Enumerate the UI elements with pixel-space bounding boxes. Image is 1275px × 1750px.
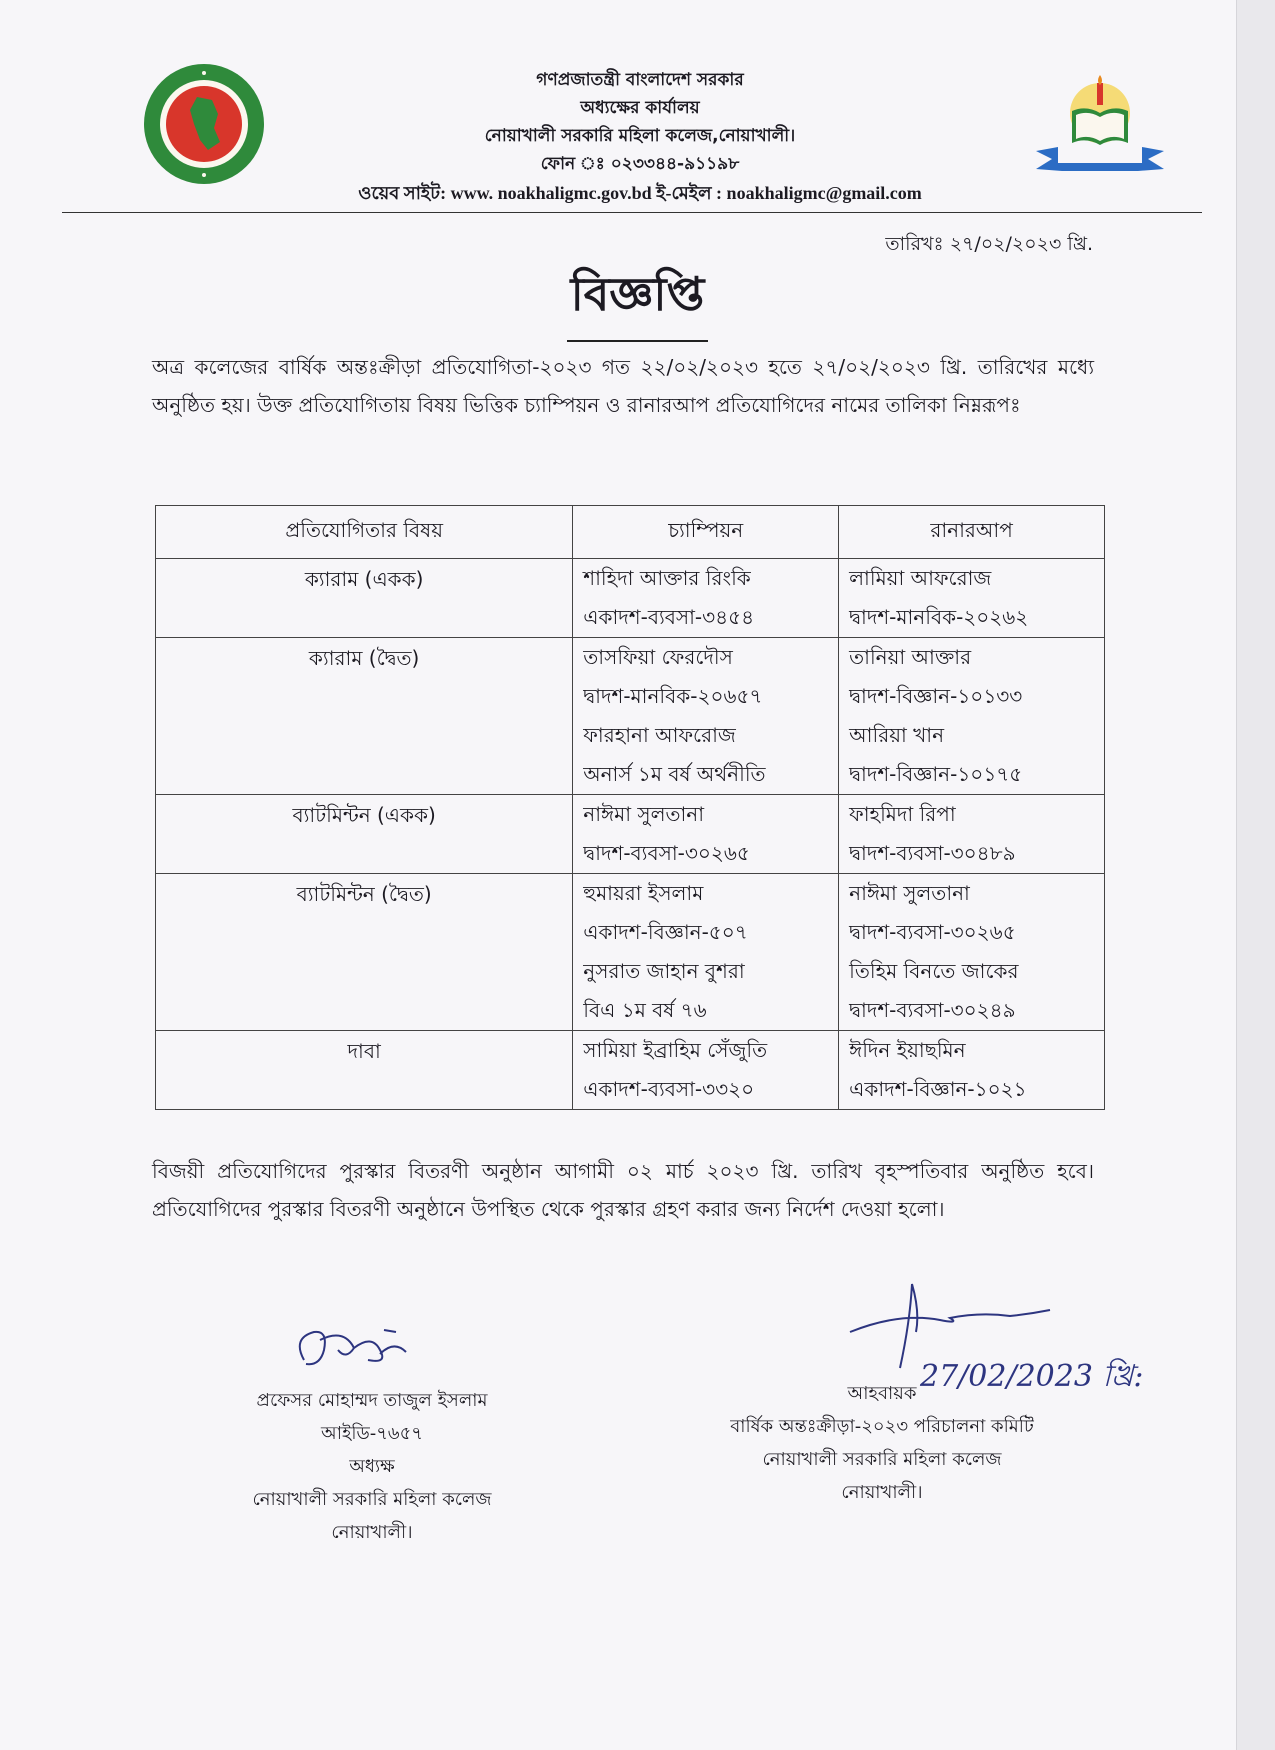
convener-title: আহবায়ক [847,1383,917,1404]
champion-name: সামিয়া ইব্রাহিম সেঁজুতি [583,1038,768,1062]
notice-date: তারিখঃ ২৭/০২/২০২৩ খ্রি. [885,233,1093,255]
runnerup-name: নাঈমা সুলতানা [849,881,970,905]
runnerup-name: লামিয়া আফরোজ [849,566,992,590]
runnerup-class: দ্বাদশ-ব্যবসা-৩০২৬৫ [849,920,1016,944]
runnerup-name: তানিয়া আক্তার [849,645,972,669]
letterhead-web-email: ওয়েব সাইট: www. noakhaligmc.gov.bd ই-মেইল : noakhaligmc@gmail.com [358,183,922,203]
header-divider [62,212,1202,213]
runnerup-class: দ্বাদশ-মানবিক-২০২৬২ [849,605,1029,629]
champion-cell [573,1031,839,1110]
runnerup-class: দ্বাদশ-বিজ্ঞান-১০১৩৩ [849,684,1023,708]
govt-seal-logo [142,62,266,186]
runnerup-class: একাদশ-বিজ্ঞান-১০২১ [849,1077,1027,1101]
champion-class: বিএ ১ম বর্ষ ৭৬ [583,998,707,1022]
runnerup-cell [839,1031,1105,1110]
champion-class: দ্বাদশ-মানবিক-২০৬৫৭ [583,684,763,708]
principal-id: আইডি-৭৬৫৭ [320,1423,424,1444]
champion-cell [573,795,839,874]
table-header-row [156,506,1105,559]
champion-cell [573,638,839,795]
runnerup-cell [839,874,1105,1031]
principal-designation: অধ্যক্ষ [349,1456,395,1477]
committee-name: বার্ষিক অন্তঃক্রীড়া-২০২৩ পরিচালনা কমিটি [730,1416,1034,1437]
event-cell: ব্যাটমিন্টন (একক) [156,795,573,874]
champion-class: একাদশ-ব্যবসা-৩৩২০ [583,1077,755,1101]
closing-paragraph: বিজয়ী প্রতিযোগিদের পুরস্কার বিতরণী অনুষ্ঠান আগামী ০২ মার্চ ২০২৩ খ্রি. তারিখ বৃহস্পতিবার অনুষ্ঠিত হবে। প্রতিযোগিদের পুরস্কার বিতরণী অনুষ্ঠানে উপস্থিত থেকে পুরস্কার গ্রহণ করার জন্য নির্দেশ দেওয়া হলো। [152,1159,1094,1221]
runnerup-class: দ্বাদশ-ব্যবসা-৩০২৪৯ [849,998,1016,1022]
event-cell: ক্যারাম (একক) [156,559,573,638]
champion-name: ফারহানা আফরোজ [583,723,736,747]
champion-name: শাহিদা আক্তার রিংকি [583,566,751,590]
table-row [156,795,1105,874]
principal-location: নোয়াখালী। [331,1522,413,1543]
convener-location: নোয়াখালী। [841,1482,923,1503]
handwritten-date: 27/02/2023 খ্রি: [920,1359,1144,1394]
letterhead-phone: ফোন ঃ ০২৩৩৪৪-৯১১৯৮ [540,154,740,174]
runnerup-cell [839,795,1105,874]
signature-block-left [192,1384,552,1549]
header-runnerup: রানারআপ [839,506,1105,559]
letterhead [270,66,1010,208]
champion-cell [573,559,839,638]
champion-name: তাসফিয়া ফেরদৌস [583,645,733,669]
champion-class: অনার্স ১ম বর্ষ অর্থনীতি [583,762,766,786]
champion-class: একাদশ-ব্যবসা-৩৪৫৪ [583,605,755,629]
table-row [156,559,1105,638]
letterhead-line-3: নোয়াখালী সরকারি মহিলা কলেজ,নোয়াখালী। [484,126,796,146]
runnerup-name: ঈদিন ইয়াছমিন [849,1038,966,1062]
runnerup-class: দ্বাদশ-ব্যবসা-৩০৪৮৯ [849,841,1016,865]
header-event: প্রতিযোগিতার বিষয় [156,506,573,559]
letterhead-line-2: অধ্যক্ষের কার্যালয় [580,98,700,118]
event-cell: দাবা [156,1031,573,1110]
convener-college: নোয়াখালী সরকারি মহিলা কলেজ [762,1449,1002,1470]
college-emblem-logo [1030,55,1170,195]
principal-signature [284,1320,414,1380]
principal-name: প্রফেসর মোহাম্মদ তাজুল ইসলাম [256,1390,488,1411]
champion-class: দ্বাদশ-ব্যবসা-৩০২৬৫ [583,841,750,865]
champion-name: নাঈমা সুলতানা [583,802,705,826]
runnerup-class: দ্বাদশ-বিজ্ঞান-১০১৭৫ [849,762,1023,786]
table-row [156,874,1105,1031]
signature-block-right [662,1377,1102,1509]
intro-paragraph: অত্র কলেজের বার্ষিক অন্তঃক্রীড়া প্রতিযোগিতা-২০২৩ গত ২২/০২/২০২৩ হতে ২৭/০২/২০২৩ খ্রি. তারিখের মধ্যে অনুষ্ঠিত হয়। উক্ত প্রতিযোগিতায় বিষয় ভিত্তিক চ্যাম্পিয়ন ও রানারআপ প্রতিযোগিদের নামের তালিকা নিম্নরূপঃ [152,355,1094,417]
runnerup-cell [839,638,1105,795]
notice-title-wrap [0,260,1275,342]
champion-name: নুসরাত জাহান বুশরা [583,959,745,983]
principal-college: নোয়াখালী সরকারি মহিলা কলেজ [252,1489,492,1510]
champion-name: হুমায়রা ইসলাম [583,881,704,905]
results-table [155,505,1105,1110]
runnerup-name: ফাহমিদা রিপা [849,802,956,826]
runnerup-cell [839,559,1105,638]
runnerup-name: তিহিম বিনতে জাকের [849,959,1019,983]
event-cell: ক্যারাম (দ্বৈত) [156,638,573,795]
event-cell: ব্যাটমিন্টন (দ্বৈত) [156,874,573,1031]
notice-title: বিজ্ঞপ্তি [567,260,709,342]
runnerup-name: আরিয়া খান [849,723,945,747]
champion-class: একাদশ-বিজ্ঞান-৫০৭ [583,920,748,944]
letterhead-line-1: গণপ্রজাতন্ত্রী বাংলাদেশ সরকার [536,70,744,90]
champion-cell [573,874,839,1031]
header-champion: চ্যাম্পিয়ন [573,506,839,559]
table-row [156,1031,1105,1110]
table-row [156,638,1105,795]
